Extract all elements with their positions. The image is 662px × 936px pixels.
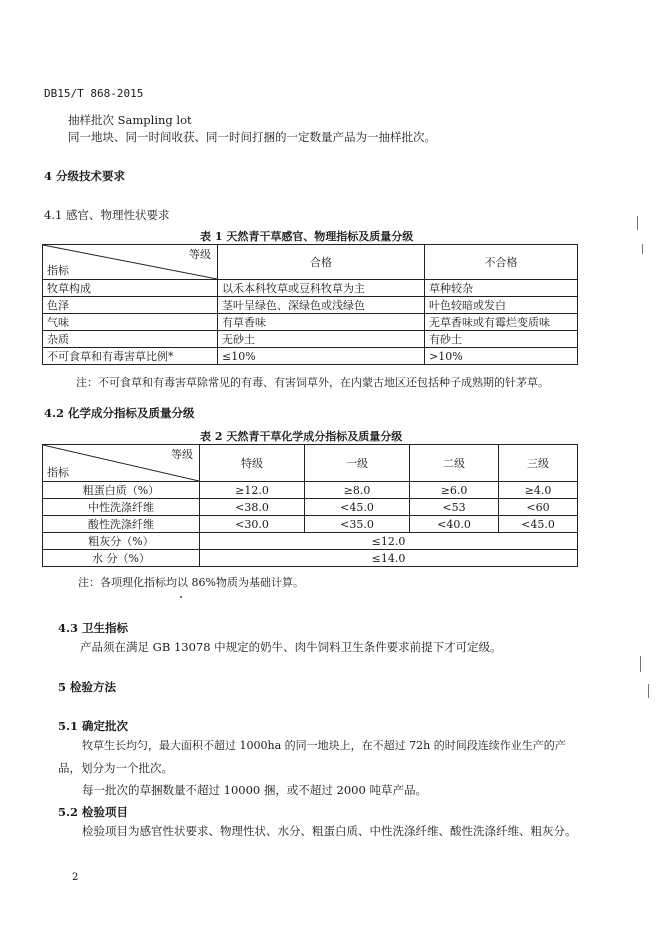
term-title: 抽样批次 Sampling lot: [68, 113, 192, 127]
scan-mark: [648, 684, 649, 698]
table-row: [43, 297, 578, 314]
section-5-title: 5 检验方法: [58, 680, 117, 694]
merged-value: ≤14.0: [200, 550, 578, 567]
section-5-2-text: 检验项目为感官性状要求、物理性状、水分、粗蛋白质、中性洗涤纤维、酸性洗涤纤维、粗灰分。: [82, 824, 577, 838]
table-2-corner-indicator: 指标: [47, 466, 69, 479]
unqualified-value: 无草香味或有霉烂变质味: [425, 314, 578, 331]
grade-value: ≥4.0: [499, 482, 578, 499]
table-row: [43, 348, 578, 365]
table-1: [42, 244, 578, 365]
merged-value: ≤12.0: [200, 533, 578, 550]
table-row: [43, 499, 578, 516]
grade-value: ≥12.0: [200, 482, 305, 499]
grade-header: 一级: [305, 445, 410, 482]
row-name: 水 分（%）: [43, 550, 200, 567]
row-name: 气味: [43, 314, 218, 331]
grade-header: 特级: [200, 445, 305, 482]
table-2-note: 注：各项理化指标均以 86%物质为基础计算。: [78, 576, 304, 589]
table-2-caption: 表 2 天然青干草化学成分指标及质量分级: [200, 430, 403, 443]
qualified-value: ≤10%: [218, 348, 425, 365]
section-4-1-title: 4.1 感官、物理性状要求: [44, 208, 170, 222]
section-4-3-text: 产品须在满足 GB 13078 中规定的奶牛、肉牛饲料卫生条件要求前提下才可定级。: [80, 640, 502, 654]
qualified-value: 无砂土: [218, 331, 425, 348]
table-1-header-unqualified: 不合格: [425, 245, 578, 280]
row-name: 杂质: [43, 331, 218, 348]
grade-value: ≥8.0: [305, 482, 410, 499]
grade-value: <53: [410, 499, 499, 516]
grade-value: ≥6.0: [410, 482, 499, 499]
grade-value: <45.0: [305, 499, 410, 516]
table-1-caption: 表 1 天然青干草感官、物理指标及质量分级: [200, 230, 414, 243]
unqualified-value: 草种较杂: [425, 280, 578, 297]
unqualified-value: >10%: [425, 348, 578, 365]
table-1-corner-indicator: 指标: [47, 264, 69, 277]
grade-value: <40.0: [410, 516, 499, 533]
scan-mark: [642, 244, 643, 254]
section-5-1-text-line-1: 牧草生长均匀，最大面积不超过 1000ha 的同一地块上，在不超过 72h 的时间段连续作业生产的产: [82, 739, 566, 752]
grade-value: <38.0: [200, 499, 305, 516]
table-row: [43, 533, 578, 550]
row-name: 色泽: [43, 297, 218, 314]
row-name: 牧草构成: [43, 280, 218, 297]
table-row: [43, 482, 578, 499]
table-2: [42, 444, 578, 567]
table-1-header-qualified: 合格: [218, 245, 425, 280]
row-name: 不可食草和有毒害草比例*: [43, 348, 218, 365]
table-1-corner: [43, 245, 218, 280]
unqualified-value: 叶色较暗或发白: [425, 297, 578, 314]
scan-mark: [637, 216, 638, 230]
term-definition: 同一地块、同一时间收获、同一时间打捆的一定数量产品为一抽样批次。: [68, 130, 436, 144]
table-row: [43, 516, 578, 533]
page-number: 2: [72, 872, 79, 883]
row-name: 粗蛋白质（%）: [43, 482, 200, 499]
row-name: 粗灰分（%）: [43, 533, 200, 550]
table-row: [43, 280, 578, 297]
table-2-corner: [43, 445, 200, 482]
grade-header: 二级: [410, 445, 499, 482]
table-2-corner-grade: 等级: [171, 448, 193, 461]
section-5-1-text-2: 每一批次的草捆数量不超过 10000 捆，或不超过 2000 吨草产品。: [82, 783, 427, 797]
document-code: DB15/T 868-2015: [44, 87, 144, 100]
table-1-corner-grade: 等级: [189, 248, 211, 261]
section-4-title: 4 分级技术要求: [44, 169, 126, 183]
scan-mark: [640, 656, 641, 672]
section-5-1-title: 5.1 确定批次: [58, 719, 129, 733]
row-name: 酸性洗涤纤维: [43, 516, 200, 533]
grade-value: <35.0: [305, 516, 410, 533]
section-4-2-title: 4.2 化学成分指标及质量分级: [44, 406, 195, 420]
grade-header: 三级: [499, 445, 578, 482]
grade-value: <60: [499, 499, 578, 516]
section-5-1-text-line-2: 品，划分为一个批次。: [58, 761, 173, 775]
qualified-value: 有草香味: [218, 314, 425, 331]
table-row: [43, 314, 578, 331]
table-row: [43, 550, 578, 567]
row-name: 中性洗涤纤维: [43, 499, 200, 516]
unqualified-value: 有砂土: [425, 331, 578, 348]
grade-value: <45.0: [499, 516, 578, 533]
table-1-note: 注：不可食草和有毒害草除常见的有毒、有害饲草外，在内蒙古地区还包括种子成熟期的针茅草。: [76, 376, 549, 389]
section-5-2-title: 5.2 检验项目: [58, 805, 129, 819]
table-row: [43, 331, 578, 348]
qualified-value: 茎叶呈绿色、深绿色或浅绿色: [218, 297, 425, 314]
scan-dot: [180, 596, 182, 598]
section-4-3-title: 4.3 卫生指标: [58, 621, 129, 635]
grade-value: <30.0: [200, 516, 305, 533]
qualified-value: 以禾本科牧草或豆科牧草为主: [218, 280, 425, 297]
